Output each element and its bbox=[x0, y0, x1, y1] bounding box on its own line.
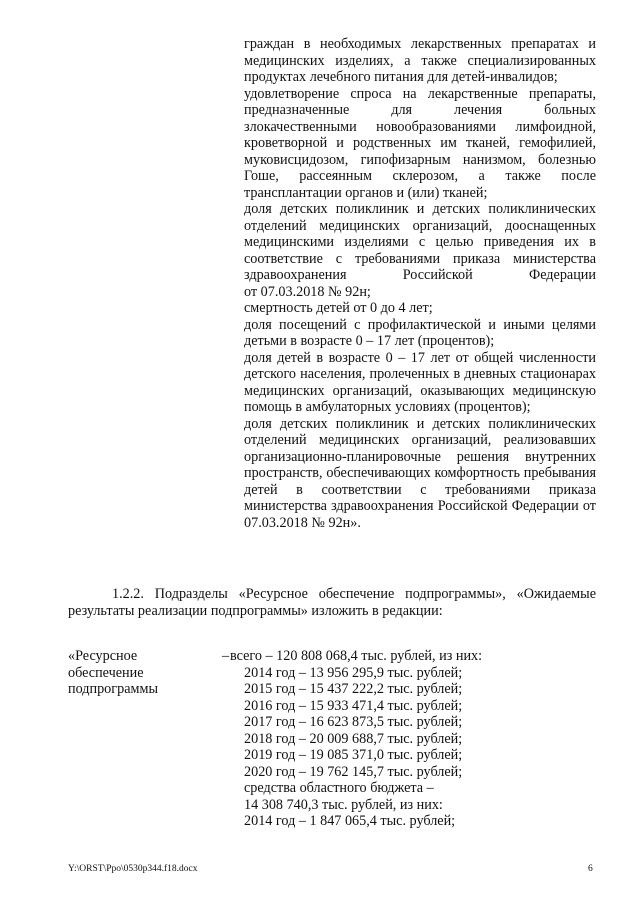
indicators-list bbox=[244, 36, 596, 531]
page-number: 6 bbox=[588, 864, 593, 874]
list-item: доля детей в возрасте 0 – 17 лет от общей численности детского населения, пролеченных в дневных стационарах медицинских организаций, оказывающих медицинскую помощь в амбулаторных условиях (процентов); bbox=[244, 349, 596, 415]
resource-line: всего – 120 808 068,4 тыс. рублей, из них: bbox=[230, 648, 483, 664]
section-paragraph: 1.2.2. Подразделы «Ресурсное обеспечение подпрограммы», «Ожидаемые результаты реализации подпрограммы» изложить в редакции: bbox=[68, 586, 596, 619]
list-item: смертность детей от 0 до 4 лет; bbox=[244, 300, 433, 316]
label-dash: – bbox=[222, 648, 230, 664]
resource-line: 2016 год – 15 933 471,4 тыс. рублей; bbox=[244, 697, 463, 714]
resource-line: 2014 год – 13 956 295,9 тыс. рублей; bbox=[244, 664, 463, 681]
resource-line: 2019 год – 19 085 371,0 тыс. рублей; bbox=[244, 747, 463, 763]
list-item: граждан в необходимых лекарственных препаратах и медицинских изделиях, а также специализированных продуктах лечебного питания для детей-инвалидов; bbox=[244, 36, 596, 85]
list-item: доля детских поликлиник и детских поликлинических отделений медицинских организаций, дооснащенных медицинскими изделиями с целью приведения их в соответствие с требованиями приказа министерства здравоохранения Российской Федерации bbox=[244, 201, 596, 283]
resource-values bbox=[230, 648, 596, 830]
list-item: удовлетворение спроса на лекарственные препараты, предназначенные для лечения больных злокачественными новообразованиями лимфоидной, кроветворной и родственных им тканей, гемофилией, муковисцидозом, гипофизарным нанизмом, болезнью Гоше, рассеянным склерозом, а также после трансплантации органов и (или) тканей; bbox=[244, 85, 596, 201]
resource-line: 2017 год – 16 623 873,5 тыс. рублей; bbox=[244, 714, 463, 730]
resource-line: 2020 год – 19 762 145,7 тыс. рублей; bbox=[244, 763, 463, 780]
resource-line: 14 308 740,3 тыс. рублей, из них: bbox=[244, 796, 443, 813]
list-item: от 07.03.2018 № 92н; bbox=[244, 283, 371, 300]
resource-label: «Ресурсное обеспечение подпрограммы bbox=[68, 648, 158, 697]
resource-line: 2015 год – 15 437 222,2 тыс. рублей; bbox=[244, 681, 463, 697]
list-item: доля посещений с профилактической и иными целями детьми в возрасте 0 – 17 лет (процентов); bbox=[244, 316, 596, 349]
list-item: доля детских поликлиник и детских поликлинических отделений медицинских организаций, реализовавших организационно-планировочные решения внутренних пространств, обеспечивающих комфортность пребывания детей в соответствии с требованиями приказа министерства здравоохранения Российской Федерации от 07.03.2018 № 92н». bbox=[244, 415, 596, 531]
footer-file-path: Y:\ORST\Ppo\0530p344.f18.docx bbox=[68, 864, 198, 874]
resource-line: 2018 год – 20 009 688,7 тыс. рублей; bbox=[244, 730, 463, 747]
resource-line: 2014 год – 1 847 065,4 тыс. рублей; bbox=[244, 813, 456, 829]
resource-line: средства областного бюджета – bbox=[244, 780, 434, 796]
